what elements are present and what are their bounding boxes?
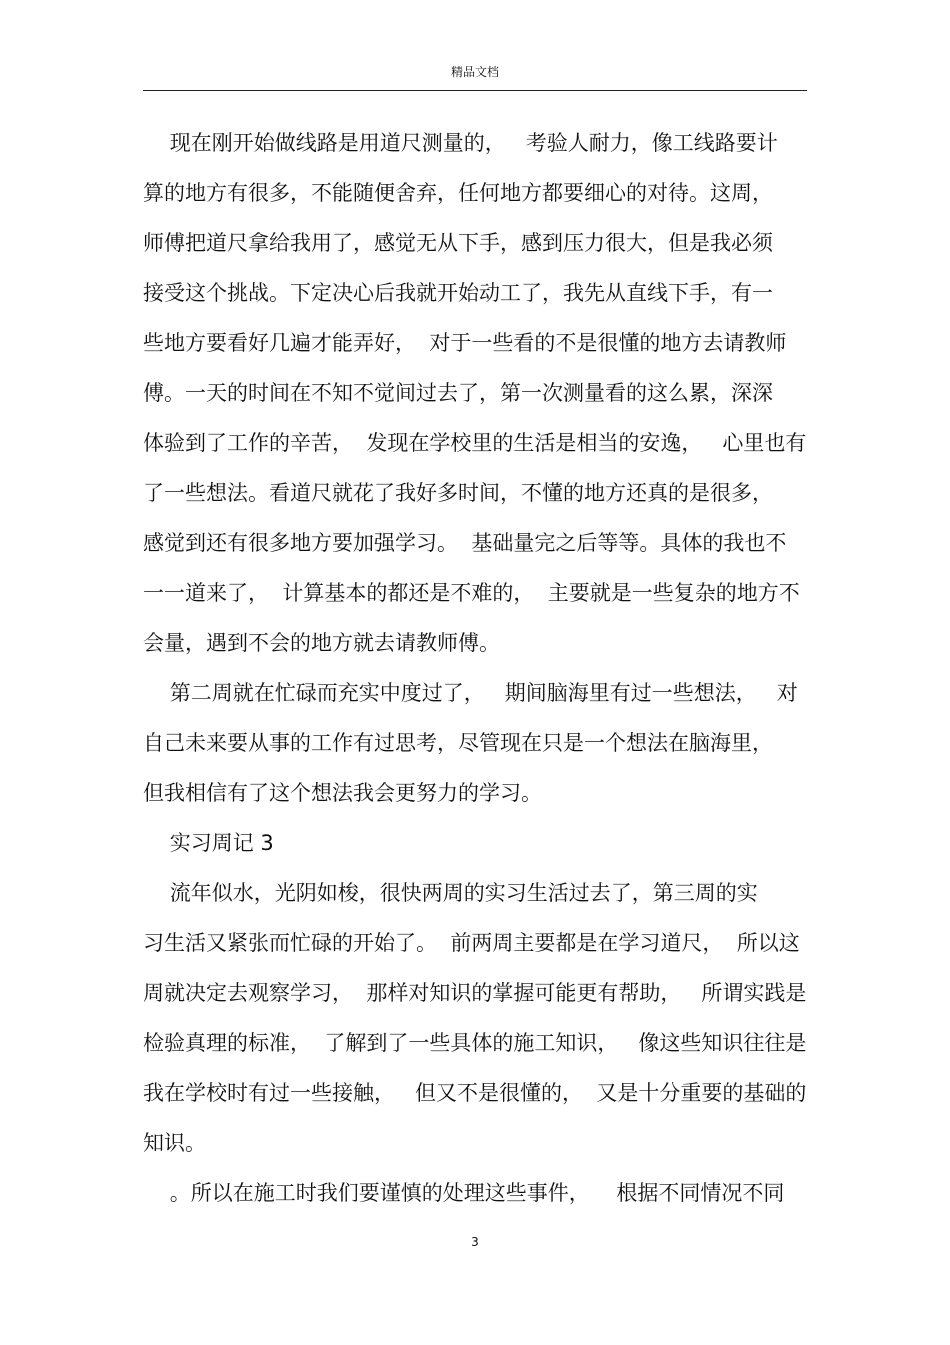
body-line: 些地方要看好几遍才能弄好， 对于一些看的不是很懂的地方去请教师 bbox=[143, 331, 787, 355]
body-line: 师傅把道尺拿给我用了，感觉无从下手，感到压力很大，但是我必须 bbox=[143, 231, 773, 255]
body-line: 知识。 bbox=[143, 1131, 206, 1155]
body-line: 我在学校时有过一些接触， 但又不是很懂的， 又是十分重要的基础的 bbox=[143, 1081, 807, 1105]
body-line: 。所以在施工时我们要谨慎的处理这些事件， 根据不同情况不同 bbox=[143, 1181, 785, 1205]
body-line: 了一些想法。看道尺就花了我好多时间，不懂的地方还真的是很多， bbox=[143, 481, 773, 505]
page-number: 3 bbox=[471, 1235, 479, 1249]
body-line: 自己未来要从事的工作有过思考，尽管现在只是一个想法在脑海里， bbox=[143, 731, 773, 755]
body-line: 体验到了工作的辛苦， 发现在学校里的生活是相当的安逸， 心里也有 bbox=[143, 431, 807, 455]
section-heading: 实习周记 3 bbox=[143, 831, 274, 855]
body-line: 习生活又紧张而忙碌的开始了。 前两周主要都是在学习道尺， 所以这 bbox=[143, 931, 800, 955]
body-line: 检验真理的标准， 了解到了一些具体的施工知识， 像这些知识往往是 bbox=[143, 1031, 807, 1055]
header-divider bbox=[143, 90, 807, 91]
body-line: 接受这个挑战。下定决心后我就开始动工了，我先从直线下手，有一 bbox=[143, 281, 773, 305]
body-line: 傅。一天的时间在不知不觉间过去了，第一次测量看的这么累，深深 bbox=[143, 381, 773, 405]
body-line: 流年似水，光阴如梭，很快两周的实习生活过去了，第三周的实 bbox=[143, 881, 758, 905]
body-line: 算的地方有很多，不能随便舍弃，任何地方都要细心的对待。这周， bbox=[143, 181, 773, 205]
body-line: 一一道来了， 计算基本的都还是不难的， 主要就是一些复杂的地方不 bbox=[143, 581, 800, 605]
body-line: 感觉到还有很多地方要加强学习。 基础量完之后等等。具体的我也不 bbox=[143, 531, 787, 555]
body-line: 现在刚开始做线路是用道尺测量的， 考验人耐力，像工线路要计 bbox=[143, 131, 778, 155]
body-line: 会量，遇到不会的地方就去请教师傅。 bbox=[143, 631, 500, 655]
body-line: 第二周就在忙碌而充实中度过了， 期间脑海里有过一些想法， 对 bbox=[143, 681, 798, 705]
body-line: 但我相信有了这个想法我会更努力的学习。 bbox=[143, 781, 542, 805]
page-header: 精品文档 bbox=[450, 65, 499, 79]
body-line: 周就决定去观察学习， 那样对知识的掌握可能更有帮助， 所谓实践是 bbox=[143, 981, 807, 1005]
